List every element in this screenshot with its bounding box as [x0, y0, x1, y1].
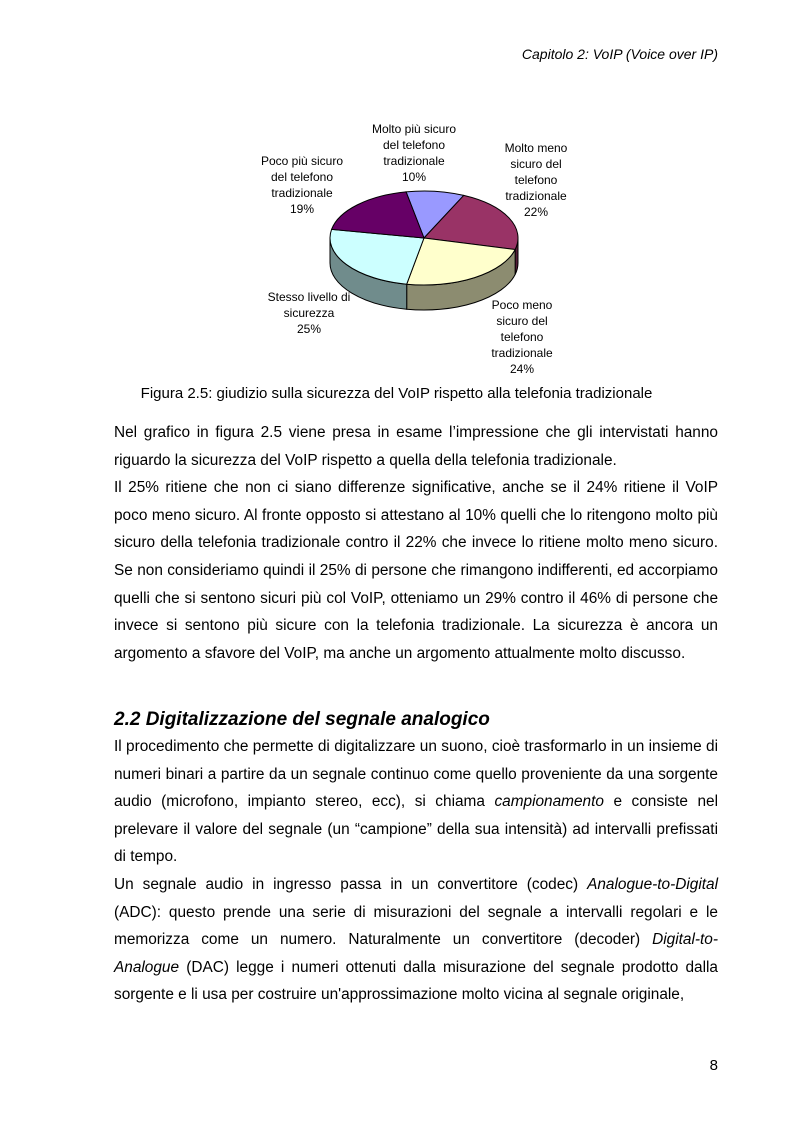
italic-term: campionamento — [494, 793, 604, 811]
pie-label-1: Molto meno sicuro del telefono tradizionale 22% — [504, 141, 568, 219]
running-header: Capitolo 2: VoIP (Voice over IP) — [521, 46, 718, 62]
pie-label-4: Poco più sicuro del telefono tradizionale 19% — [260, 154, 344, 216]
text-run: Il procedimento che permette di digitalizzare un suono, cioè trasformarlo in un insieme di numeri binari a partire da un segnale continuo come quello proveniente da una sorgente audio (microfono, impianto stereo, ecc), si chiama — [114, 738, 718, 811]
pie-label-3: Stesso livello di sicurezza 25% — [267, 290, 351, 336]
paragraph-line — [114, 733, 718, 871]
pie-label-0: Molto più sicuro del telefono tradizionale 10% — [371, 122, 457, 184]
paragraph-line: Il 25% ritiene che non ci siano differenze significative, anche se il 24% ritiene il VoIP poco meno sicuro. Al fronte opposto si attestano al 10% quelli che lo ritengono molto più sicuro della telefonia tradizionale contro il 22% che invece lo ritiene molto meno sicuro. Se non consideriamo quindi il 25% di persone che rimangono indifferenti, ed accorpiamo quelli che si sentono sicuri più col VoIP, otteniamo un 29% contro il 46% di persone che invece si sentono più sicure con la telefonia tradizionale. La sicurezza è ancora un argomento a sfavore del VoIP, ma anche un argomento attualmente molto discusso. — [114, 479, 718, 662]
section-heading: 2.2 Digitalizzazione del segnale analogico — [114, 709, 490, 730]
page-number: 8 — [709, 1057, 718, 1074]
italic-term: Digital-to-Analogue — [114, 931, 718, 976]
text-run: (ADC): questo prende una serie di misurazioni del segnale a intervalli regolari e le memorizza come un numero. Naturalmente un convertitore (decoder) — [114, 903, 718, 949]
italic-term: Analogue-to-Digital — [587, 875, 718, 893]
paragraph-line — [114, 871, 718, 1009]
pie-chart — [0, 115, 793, 385]
paragraph-digitalization — [114, 733, 718, 1009]
pie-top-slices — [330, 191, 518, 285]
paragraph-line: Nel grafico in figura 2.5 viene presa in esame l’impressione che gli intervistati hanno riguardo la sicurezza del VoIP rispetto a quella della telefonia tradizionale. — [114, 424, 718, 469]
text-run: Un segnale audio in ingresso passa in un convertitore (codec) — [114, 875, 588, 893]
paragraph-security — [114, 419, 718, 667]
text-run: (DAC) legge i numeri ottenuti dalla misurazione del segnale prodotto dalla sorgente e li usa per costruire un'approssimazione molto vicina al segnale originale, — [114, 958, 718, 1004]
pie-label-2: Poco meno sicuro del telefono tradizionale 24% — [491, 298, 553, 376]
figure-caption: Figura 2.5: giudizio sulla sicurezza del VoIP rispetto alla telefonia tradizionale — [140, 385, 653, 402]
text-run: e consiste nel prelevare il valore del segnale (un “campione” della sua intensità) ad intervalli prefissati di tempo. — [114, 793, 719, 866]
